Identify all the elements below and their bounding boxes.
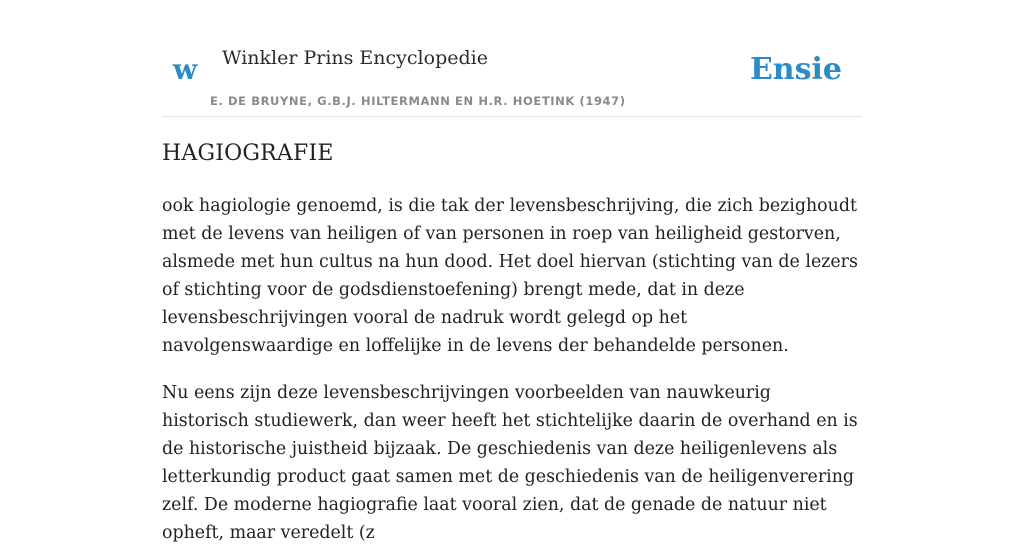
- winkler-prins-logo[interactable]: w: [173, 53, 198, 86]
- article-headword: HAGIOGRAFIE: [162, 141, 334, 166]
- article-paragraph: Nu eens zijn deze levensbeschrijvingen voorbeelden van nauwkeurig historisch studiewerk, dan weer heeft het stichtelijke daarin de overhand en is de historische juistheid bijzaak. De geschiedenis van deze heiligenlevens als letterkundig product gaat samen met de geschiedenis van de heiligenverering zelf. De moderne hagiografie laat vooral zien, dat de genade de natuur niet opheft, maar veredelt (z: [162, 383, 858, 543]
- site-header: [162, 0, 862, 117]
- source-title[interactable]: Winkler Prins Encyclopedie: [222, 47, 488, 69]
- ensie-brand-logo[interactable]: Ensie: [749, 52, 842, 87]
- article: [162, 138, 862, 547]
- source-authors: E. DE BRUYNE, G.B.J. HILTERMANN EN H.R. HOETINK (1947): [210, 94, 626, 108]
- article-paragraph: ook hagiologie genoemd, is die tak der levensbeschrijving, die zich bezighoudt met de levens van heiligen of van personen in roep van heiligheid gestorven, alsmede met hun cultus na hun dood. Het doel hiervan (stichting van de lezers of stichting voor de godsdienstoefening) brengt mede, dat in deze levensbeschrijvingen vooral de nadruk wordt gelegd op het navolgenswaardige en loffelijke in de levens der behandelde personen.: [162, 196, 858, 356]
